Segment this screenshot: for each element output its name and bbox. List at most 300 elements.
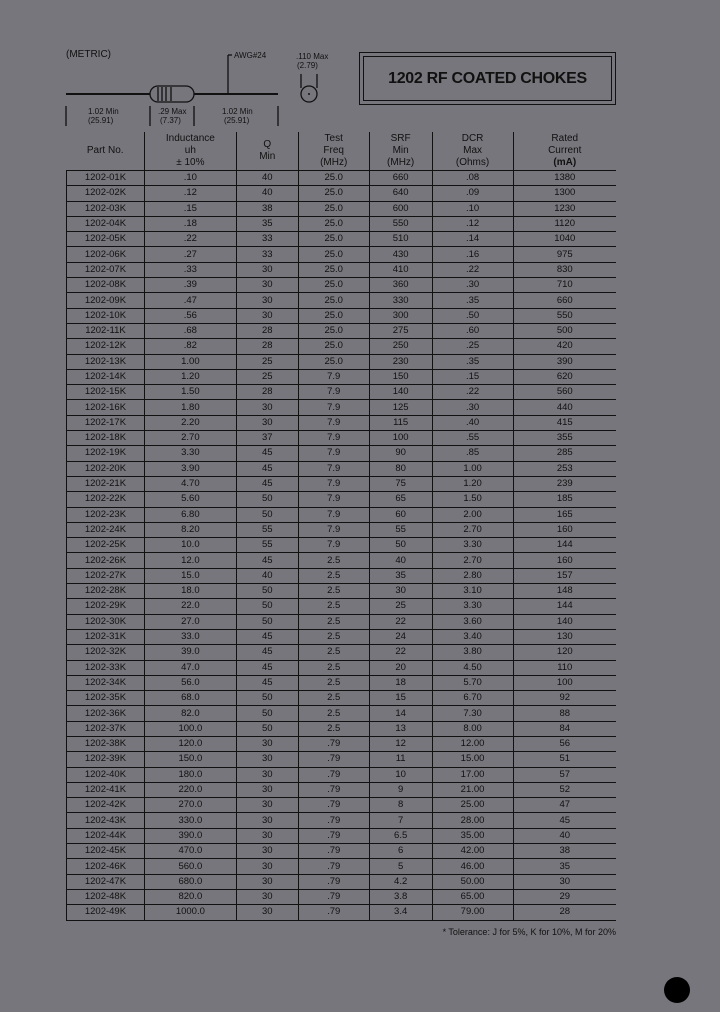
table-row — [67, 538, 617, 553]
table-cell: 7.9 — [298, 385, 369, 400]
table-row — [67, 354, 617, 369]
svg-text:(25.91): (25.91) — [88, 116, 114, 125]
table-cell: 2.70 — [432, 553, 513, 568]
table-cell: 1202-10K — [67, 308, 145, 323]
table-cell: 1202-20K — [67, 461, 145, 476]
table-cell: 25.0 — [298, 323, 369, 338]
table-cell: 1202-30K — [67, 614, 145, 629]
table-cell: 1202-19K — [67, 446, 145, 461]
table-cell: 820.0 — [144, 889, 236, 904]
table-cell: 1202-26K — [67, 553, 145, 568]
table-cell: 52 — [513, 782, 616, 797]
table-cell: 157 — [513, 568, 616, 583]
table-cell: 1202-36K — [67, 706, 145, 721]
table-row — [67, 400, 617, 415]
table-cell: 140 — [513, 614, 616, 629]
table-cell: .22 — [432, 385, 513, 400]
table-cell: .60 — [432, 323, 513, 338]
table-row — [67, 629, 617, 644]
table-cell: .12 — [432, 216, 513, 231]
table-cell: 37 — [236, 431, 298, 446]
svg-text:1.02 Min: 1.02 Min — [222, 107, 253, 116]
table-cell: 180.0 — [144, 767, 236, 782]
table-cell: 1202-03K — [67, 201, 145, 216]
page-title: 1202 RF COATED CHOKES — [363, 56, 612, 101]
table-row — [67, 614, 617, 629]
table-cell: .15 — [432, 369, 513, 384]
column-header: Test Freq (MHz) — [298, 132, 369, 171]
table-cell: 500 — [513, 323, 616, 338]
table-cell: 3.8 — [369, 889, 432, 904]
table-cell: 88 — [513, 706, 616, 721]
table-cell: 130 — [513, 629, 616, 644]
table-cell: 1.00 — [144, 354, 236, 369]
table-cell: 50 — [236, 706, 298, 721]
table-cell: 45 — [236, 629, 298, 644]
table-cell: 22 — [369, 645, 432, 660]
table-cell: 220.0 — [144, 782, 236, 797]
table-cell: 2.20 — [144, 415, 236, 430]
table-cell: 620 — [513, 369, 616, 384]
table-row — [67, 369, 617, 384]
table-cell: .79 — [298, 798, 369, 813]
table-cell: 1.50 — [432, 492, 513, 507]
table-cell: 3.30 — [432, 599, 513, 614]
table-row — [67, 247, 617, 262]
table-cell: .10 — [144, 171, 236, 186]
table-cell: 35 — [369, 568, 432, 583]
table-cell: 1230 — [513, 201, 616, 216]
table-cell: 25 — [369, 599, 432, 614]
table-cell: 8 — [369, 798, 432, 813]
table-cell: .55 — [432, 431, 513, 446]
table-cell: 2.5 — [298, 721, 369, 736]
table-cell: 2.00 — [432, 507, 513, 522]
table-cell: 3.30 — [432, 538, 513, 553]
table-cell: 55 — [236, 538, 298, 553]
table-cell: 125 — [369, 400, 432, 415]
table-cell: 165 — [513, 507, 616, 522]
table-cell: 30 — [236, 905, 298, 920]
table-row — [67, 415, 617, 430]
table-cell: 3.30 — [144, 446, 236, 461]
table-cell: 25.0 — [298, 201, 369, 216]
table-cell: 11 — [369, 752, 432, 767]
table-cell: 3.80 — [432, 645, 513, 660]
table-cell: 92 — [513, 691, 616, 706]
table-cell: 6.70 — [432, 691, 513, 706]
table-cell: .79 — [298, 859, 369, 874]
table-cell: 144 — [513, 538, 616, 553]
table-cell: 830 — [513, 262, 616, 277]
table-cell: 35 — [513, 859, 616, 874]
page-marker-dot — [664, 977, 690, 1003]
table-cell: 68.0 — [144, 691, 236, 706]
table-cell: 120 — [513, 645, 616, 660]
table-row — [67, 905, 617, 920]
table-cell: 25.0 — [298, 216, 369, 231]
table-row — [67, 874, 617, 889]
table-cell: 3.60 — [432, 614, 513, 629]
table-cell: 560 — [513, 385, 616, 400]
table-cell: 50.00 — [432, 874, 513, 889]
table-cell: .79 — [298, 889, 369, 904]
table-row — [67, 691, 617, 706]
table-cell: 4.2 — [369, 874, 432, 889]
table-cell: 360 — [369, 278, 432, 293]
table-cell: 300 — [369, 308, 432, 323]
table-cell: .18 — [144, 216, 236, 231]
table-cell: .08 — [432, 171, 513, 186]
table-row — [67, 798, 617, 813]
table-cell: 6.80 — [144, 507, 236, 522]
table-cell: 17.00 — [432, 767, 513, 782]
table-cell: 550 — [369, 216, 432, 231]
table-cell: .30 — [432, 400, 513, 415]
table-row — [67, 660, 617, 675]
table-row — [67, 461, 617, 476]
table-cell: 15.00 — [432, 752, 513, 767]
table-row — [67, 293, 617, 308]
table-cell: 28 — [513, 905, 616, 920]
table-row — [67, 584, 617, 599]
table-cell: .16 — [432, 247, 513, 262]
table-cell: 33 — [236, 247, 298, 262]
table-row — [67, 859, 617, 874]
table-cell: 84 — [513, 721, 616, 736]
table-cell: 120.0 — [144, 736, 236, 751]
table-cell: 7.9 — [298, 522, 369, 537]
table-cell: 2.80 — [432, 568, 513, 583]
table-cell: .82 — [144, 339, 236, 354]
table-cell: 1202-17K — [67, 415, 145, 430]
table-cell: 50 — [369, 538, 432, 553]
table-cell: 1202-23K — [67, 507, 145, 522]
table-cell: 1300 — [513, 186, 616, 201]
table-cell: 2.5 — [298, 645, 369, 660]
svg-text:1.02 Min: 1.02 Min — [88, 107, 119, 116]
table-cell: 20 — [369, 660, 432, 675]
table-cell: 50 — [236, 584, 298, 599]
table-cell: .79 — [298, 736, 369, 751]
table-cell: 6 — [369, 844, 432, 859]
table-cell: 1202-07K — [67, 262, 145, 277]
table-cell: 30 — [236, 798, 298, 813]
table-cell: 1202-15K — [67, 385, 145, 400]
table-cell: 40 — [513, 828, 616, 843]
table-cell: 330 — [369, 293, 432, 308]
table-cell: 5.70 — [432, 675, 513, 690]
spec-table — [66, 132, 616, 921]
table-row — [67, 492, 617, 507]
svg-text:.29 Max: .29 Max — [158, 107, 187, 116]
table-row — [67, 675, 617, 690]
table-cell: 40 — [236, 186, 298, 201]
table-cell: 1202-12K — [67, 339, 145, 354]
table-cell: 390 — [513, 354, 616, 369]
column-header: Inductance uh ± 10% — [144, 132, 236, 171]
table-cell: 1202-45K — [67, 844, 145, 859]
table-cell: 12 — [369, 736, 432, 751]
table-cell: .79 — [298, 752, 369, 767]
table-cell: .85 — [432, 446, 513, 461]
table-cell: 3.4 — [369, 905, 432, 920]
table-cell: 7.9 — [298, 369, 369, 384]
table-cell: 50 — [236, 691, 298, 706]
table-cell: 390.0 — [144, 828, 236, 843]
table-cell: 510 — [369, 232, 432, 247]
table-cell: 4.50 — [432, 660, 513, 675]
table-cell: 30 — [236, 782, 298, 797]
table-cell: 25.0 — [298, 293, 369, 308]
table-cell: 355 — [513, 431, 616, 446]
table-cell: 275 — [369, 323, 432, 338]
table-cell: .22 — [432, 262, 513, 277]
table-cell: .14 — [432, 232, 513, 247]
table-row — [67, 736, 617, 751]
metric-label: (METRIC) — [66, 49, 111, 60]
table-body — [67, 171, 617, 921]
table-cell: 47 — [513, 798, 616, 813]
table-row — [67, 844, 617, 859]
table-cell: 45 — [513, 813, 616, 828]
table-row — [67, 767, 617, 782]
table-cell: 56 — [513, 736, 616, 751]
table-cell: 25.0 — [298, 232, 369, 247]
table-cell: 15.0 — [144, 568, 236, 583]
table-cell: 35 — [236, 216, 298, 231]
table-row — [67, 782, 617, 797]
table-cell: .22 — [144, 232, 236, 247]
table-cell: 2.5 — [298, 584, 369, 599]
table-cell: 45 — [236, 461, 298, 476]
table-cell: 50 — [236, 599, 298, 614]
table-cell: .79 — [298, 813, 369, 828]
table-cell: 1202-01K — [67, 171, 145, 186]
table-row — [67, 522, 617, 537]
table-cell: 150 — [369, 369, 432, 384]
table-cell: 550 — [513, 308, 616, 323]
table-cell: .79 — [298, 874, 369, 889]
table-cell: 1202-48K — [67, 889, 145, 904]
table-cell: 8.00 — [432, 721, 513, 736]
table-cell: .79 — [298, 828, 369, 843]
table-cell: 30 — [236, 736, 298, 751]
table-cell: 415 — [513, 415, 616, 430]
table-cell: 2.5 — [298, 568, 369, 583]
table-cell: 3.40 — [432, 629, 513, 644]
table-cell: 1120 — [513, 216, 616, 231]
table-cell: 7.9 — [298, 476, 369, 491]
table-cell: 660 — [369, 171, 432, 186]
table-cell: 30 — [236, 262, 298, 277]
table-cell: 1202-28K — [67, 584, 145, 599]
table-cell: 82.0 — [144, 706, 236, 721]
table-cell: 1202-38K — [67, 736, 145, 751]
table-row — [67, 599, 617, 614]
table-cell: 15 — [369, 691, 432, 706]
table-cell: 1202-02K — [67, 186, 145, 201]
table-cell: 1202-34K — [67, 675, 145, 690]
table-cell: 30 — [236, 828, 298, 843]
table-cell: 75 — [369, 476, 432, 491]
table-cell: 30 — [369, 584, 432, 599]
table-cell: .30 — [432, 278, 513, 293]
table-cell: 5 — [369, 859, 432, 874]
table-row — [67, 262, 617, 277]
table-cell: 1202-46K — [67, 859, 145, 874]
column-header: Rated Current (mA) — [513, 132, 616, 171]
table-cell: 27.0 — [144, 614, 236, 629]
table-cell: 100 — [369, 431, 432, 446]
column-header: Part No. — [86, 145, 124, 156]
table-cell: 25.0 — [298, 171, 369, 186]
table-cell: 100 — [513, 675, 616, 690]
table-cell: 2.5 — [298, 706, 369, 721]
table-row — [67, 446, 617, 461]
table-cell: 1202-35K — [67, 691, 145, 706]
table-cell: 46.00 — [432, 859, 513, 874]
table-cell: 50 — [236, 614, 298, 629]
table-cell: .39 — [144, 278, 236, 293]
table-cell: 1.80 — [144, 400, 236, 415]
table-cell: 55 — [236, 522, 298, 537]
table-cell: 440 — [513, 400, 616, 415]
table-cell: .79 — [298, 767, 369, 782]
table-cell: 65 — [369, 492, 432, 507]
table-cell: 13 — [369, 721, 432, 736]
table-row — [67, 476, 617, 491]
table-row — [67, 645, 617, 660]
table-cell: 7.9 — [298, 415, 369, 430]
table-cell: .35 — [432, 293, 513, 308]
table-cell: .68 — [144, 323, 236, 338]
table-cell: 80 — [369, 461, 432, 476]
table-row — [67, 186, 617, 201]
table-cell: 150.0 — [144, 752, 236, 767]
svg-text:(25.91): (25.91) — [224, 116, 250, 125]
table-cell: 560.0 — [144, 859, 236, 874]
table-cell: 100.0 — [144, 721, 236, 736]
table-cell: 7.9 — [298, 400, 369, 415]
table-cell: 1202-24K — [67, 522, 145, 537]
table-cell: 28.00 — [432, 813, 513, 828]
table-cell: 430 — [369, 247, 432, 262]
table-cell: .27 — [144, 247, 236, 262]
table-cell: 1202-25K — [67, 538, 145, 553]
table-cell: 25 — [236, 369, 298, 384]
table-cell: 680.0 — [144, 874, 236, 889]
table-cell: 7.9 — [298, 431, 369, 446]
table-row — [67, 339, 617, 354]
table-cell: 710 — [513, 278, 616, 293]
table-cell: 40 — [236, 568, 298, 583]
table-cell: 660 — [513, 293, 616, 308]
table-cell: 1202-21K — [67, 476, 145, 491]
table-cell: 35.00 — [432, 828, 513, 843]
table-cell: 33 — [236, 232, 298, 247]
table-cell: 640 — [369, 186, 432, 201]
table-cell: 45 — [236, 660, 298, 675]
table-cell: 1380 — [513, 171, 616, 186]
table-row — [67, 828, 617, 843]
table-cell: 18.0 — [144, 584, 236, 599]
table-cell: 30 — [236, 767, 298, 782]
column-header: DCR Max (Ohms) — [432, 132, 513, 171]
table-cell: 30 — [236, 844, 298, 859]
table-cell: 1202-08K — [67, 278, 145, 293]
title-box — [359, 52, 616, 105]
table-cell: 14 — [369, 706, 432, 721]
table-cell: 1202-27K — [67, 568, 145, 583]
table-cell: 1202-31K — [67, 629, 145, 644]
table-cell: 7.9 — [298, 461, 369, 476]
table-cell: 7 — [369, 813, 432, 828]
table-cell: 160 — [513, 553, 616, 568]
table-cell: 30 — [236, 415, 298, 430]
table-cell: .40 — [432, 415, 513, 430]
table-cell: 2.70 — [432, 522, 513, 537]
table-cell: 29 — [513, 889, 616, 904]
table-cell: 140 — [369, 385, 432, 400]
table-cell: 30 — [236, 278, 298, 293]
table-cell: 33.0 — [144, 629, 236, 644]
table-cell: 185 — [513, 492, 616, 507]
table-cell: 2.70 — [144, 431, 236, 446]
table-cell: 25.0 — [298, 262, 369, 277]
table-cell: .79 — [298, 782, 369, 797]
table-cell: 250 — [369, 339, 432, 354]
table-cell: 7.9 — [298, 446, 369, 461]
table-cell: 1202-44K — [67, 828, 145, 843]
table-row — [67, 507, 617, 522]
table-cell: 5.60 — [144, 492, 236, 507]
table-cell: 1202-42K — [67, 798, 145, 813]
table-cell: .15 — [144, 201, 236, 216]
table-cell: 1202-43K — [67, 813, 145, 828]
table-cell: 22.0 — [144, 599, 236, 614]
table-cell: 600 — [369, 201, 432, 216]
table-row — [67, 568, 617, 583]
table-cell: 2.5 — [298, 614, 369, 629]
table-cell: .35 — [432, 354, 513, 369]
table-cell: 110 — [513, 660, 616, 675]
table-cell: 1202-04K — [67, 216, 145, 231]
table-row — [67, 323, 617, 338]
table-cell: 1202-41K — [67, 782, 145, 797]
table-cell: 144 — [513, 599, 616, 614]
table-cell: 4.70 — [144, 476, 236, 491]
table-cell: 57 — [513, 767, 616, 782]
table-cell: .09 — [432, 186, 513, 201]
table-cell: 1202-22K — [67, 492, 145, 507]
table-row — [67, 201, 617, 216]
table-cell: 2.5 — [298, 553, 369, 568]
table-cell: 253 — [513, 461, 616, 476]
table-cell: 7.30 — [432, 706, 513, 721]
table-header-row — [67, 132, 617, 171]
table-cell: .10 — [432, 201, 513, 216]
table-cell: 45 — [236, 446, 298, 461]
table-cell: 30 — [236, 308, 298, 323]
table-cell: 239 — [513, 476, 616, 491]
table-cell: .79 — [298, 905, 369, 920]
table-cell: 1202-14K — [67, 369, 145, 384]
table-cell: 50 — [236, 492, 298, 507]
table-cell: 25.0 — [298, 278, 369, 293]
table-cell: 9 — [369, 782, 432, 797]
table-cell: 410 — [369, 262, 432, 277]
